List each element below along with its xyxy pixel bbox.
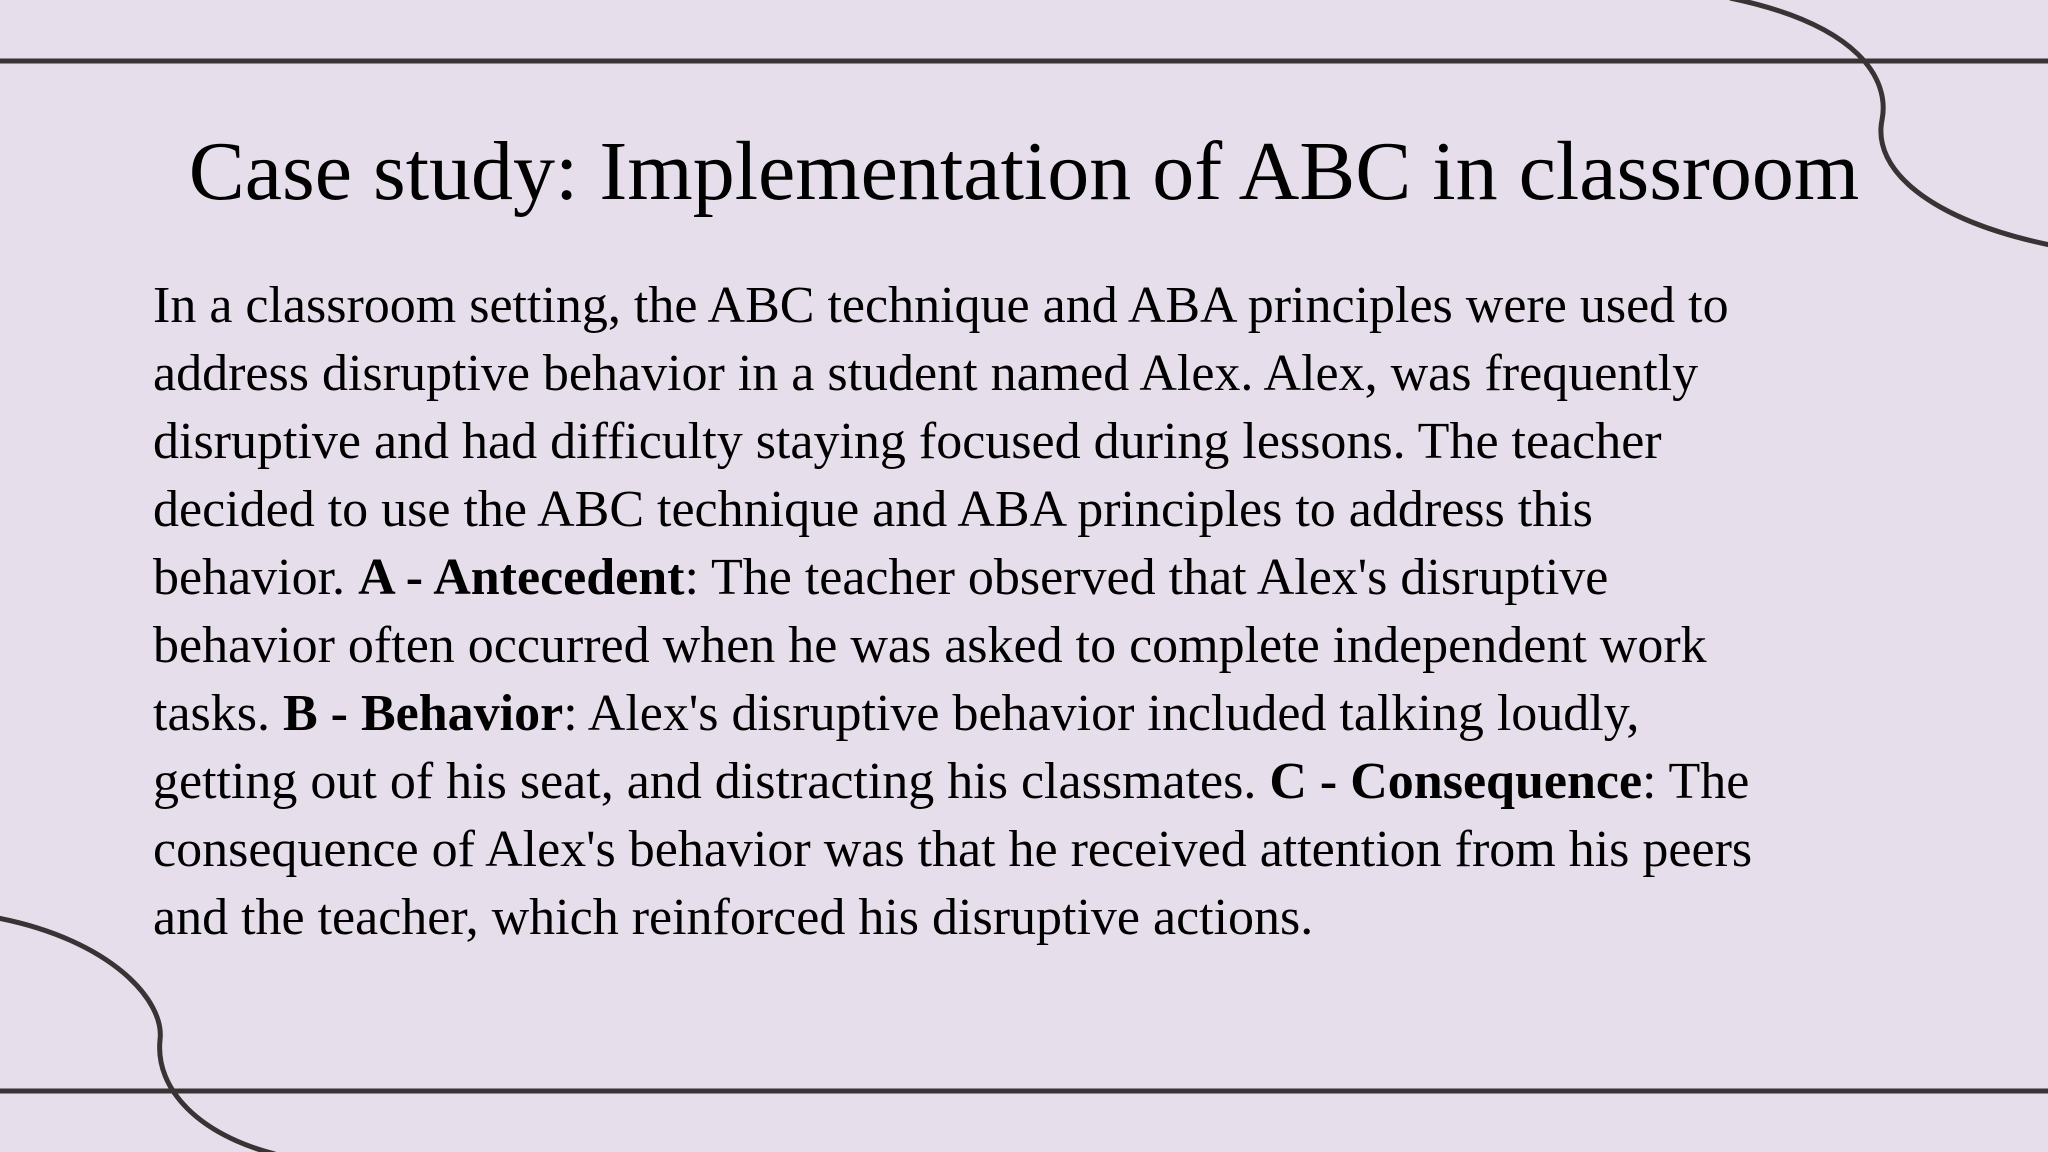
line-text: tasks.	[153, 685, 283, 742]
consequence-term: C - Consequence	[1269, 753, 1643, 810]
paragraph-line-9: consequence of Alex's behavior was that he received attention from his peers	[153, 821, 1753, 878]
line-text: getting out of his seat, and distracting his classmates.	[153, 753, 1270, 810]
paragraph-line-10: and the teacher, which reinforced his disruptive actions.	[153, 889, 1314, 946]
paragraph-line-1: In a classroom setting, the ABC technique and ABA principles were used to	[153, 277, 1729, 334]
paragraph-line-5	[153, 544, 1923, 612]
line-text: : Alex's disruptive behavior included talking loudly,	[563, 685, 1640, 742]
paragraph-line-2: address disruptive behavior in a student named Alex. Alex, was frequently	[153, 345, 1699, 402]
paragraph-line-7	[153, 680, 1923, 748]
line-text: : The	[1642, 753, 1750, 810]
paragraph-line-3: disruptive and had difficulty staying focused during lessons. The teacher	[153, 413, 1662, 470]
slide-title: Case study: Implementation of ABC in classroom	[188, 125, 1860, 218]
case-study-paragraph	[153, 272, 1923, 952]
antecedent-term: A - Antecedent	[358, 549, 685, 606]
paragraph-line-4: decided to use the ABC technique and ABA principles to address this	[153, 481, 1593, 538]
paragraph-line-8	[153, 748, 1923, 816]
paragraph-line-6: behavior often occurred when he was asked to complete independent work	[153, 617, 1707, 674]
line-text: : The teacher observed that Alex's disruptive	[684, 549, 1609, 606]
behavior-term: B - Behavior	[283, 685, 564, 742]
bottom-left-curve	[0, 918, 275, 1152]
line-text: behavior.	[153, 549, 359, 606]
